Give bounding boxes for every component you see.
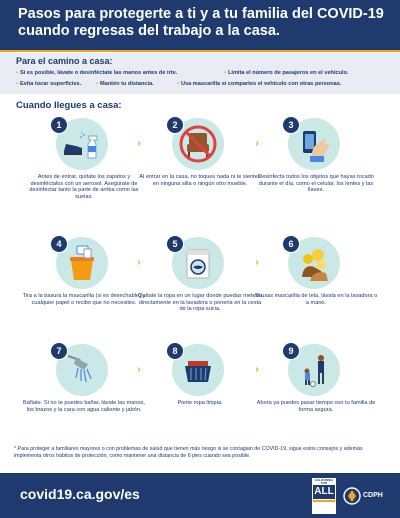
step-2-text: Al entrar en la casa, no toques nada ni te sientes en ninguna silla o ningún otro mueble. [139,174,261,187]
step-6-number: 6 [282,235,300,253]
step-2-number: 2 [166,116,184,134]
camino-bullet: • Mantén tu distancia. [96,81,154,87]
logo-all-tag: CALIFORNIA FOR [314,478,334,485]
camino-bullet: • Si es posible, lávate o desinféctate las manos antes de irte. [16,70,178,76]
footnote: * Para proteger a familiares mayores o con problemas de salud que tienen más riesgo si se contagian de COVID-19, sigue estos consejos y además implementa otros hábitos de protección, como mantener una distancia de 6 pies cuando sea posible. [14,446,363,459]
step-5-number: 5 [166,235,184,253]
step-2 [140,118,260,218]
step-6-text: Si usas mascarilla de tela, lávala en la lavadora o a mano. [254,293,378,306]
logo-all-stripe [313,500,335,502]
website-link[interactable]: covid19.ca.gov/es [20,486,140,502]
header-divider [0,50,400,52]
step-1-text: Antes de entrar, quítate los zapatos y desinféctalos con un aerosol. Asegúrate de desinfectar tanto la parte de arriba como las suelas. [29,174,139,200]
step-9 [256,344,376,444]
step-3-text: Desinfecta todos los objetos que hayas tocado durante el día, como el celular, los lentes y las llaves. [258,174,374,194]
step-8-text: Ponte ropa limpia. [177,400,223,406]
step-8-number: 8 [166,342,184,360]
arrow-icon: › [255,138,259,149]
page-title: Pasos para protegerte a ti y a tu familia del COVID-19 cuando regresas del trabajo a la casa. [18,6,384,39]
cdph-logo [342,481,388,511]
camino-bullet: • Evita tocar superficies. [16,81,82,87]
header-banner [0,0,400,50]
llegues-title: Cuando llegues a casa: [16,100,122,111]
arrow-icon: › [255,257,259,268]
step-7-number: 7 [50,342,68,360]
arrow-icon: › [137,364,141,375]
california-for-all-logo [311,477,337,515]
step-7 [24,344,144,444]
step-4-number: 4 [50,235,68,253]
step-4 [24,237,144,337]
step-3-number: 3 [282,116,300,134]
cdph-logo-text: CDPH [363,492,383,499]
step-7-text: Báñate. Si no te puedes bañar, lávate las manos, los brazos y la cara con agua caliente y jabón. [23,400,145,413]
step-9-text: Ahora ya puedes pasar tiempo con tu familia de forma segura. [256,400,376,413]
camino-bullet: • Limita el número de pasajeros en el vehículo. [224,70,349,76]
footer-banner [0,473,400,518]
step-9-number: 9 [282,342,300,360]
step-8 [140,344,260,444]
arrow-icon: › [137,138,141,149]
step-4-text: Tira a la basura la mascarilla (si es desechable) y cualquier papel o recibo que no necesites. [22,293,146,306]
camino-title: Para el camino a casa: [16,56,113,66]
step-6 [256,237,376,337]
camino-section [0,53,400,94]
arrow-icon: › [255,364,259,375]
step-3 [256,118,376,218]
camino-bullet: • Usa mascarilla si compartes el vehículo con otras personas. [177,81,342,87]
arrow-icon: › [137,257,141,268]
step-1-number: 1 [50,116,68,134]
step-5-text: Quítate la ropa en un lugar donde puedas meterla directamente en la lavadora o ponerla en la cesta de la ropa sucia. [138,293,262,313]
logo-all-text: ALL [314,486,334,497]
step-5 [140,237,260,337]
step-1 [24,118,144,218]
